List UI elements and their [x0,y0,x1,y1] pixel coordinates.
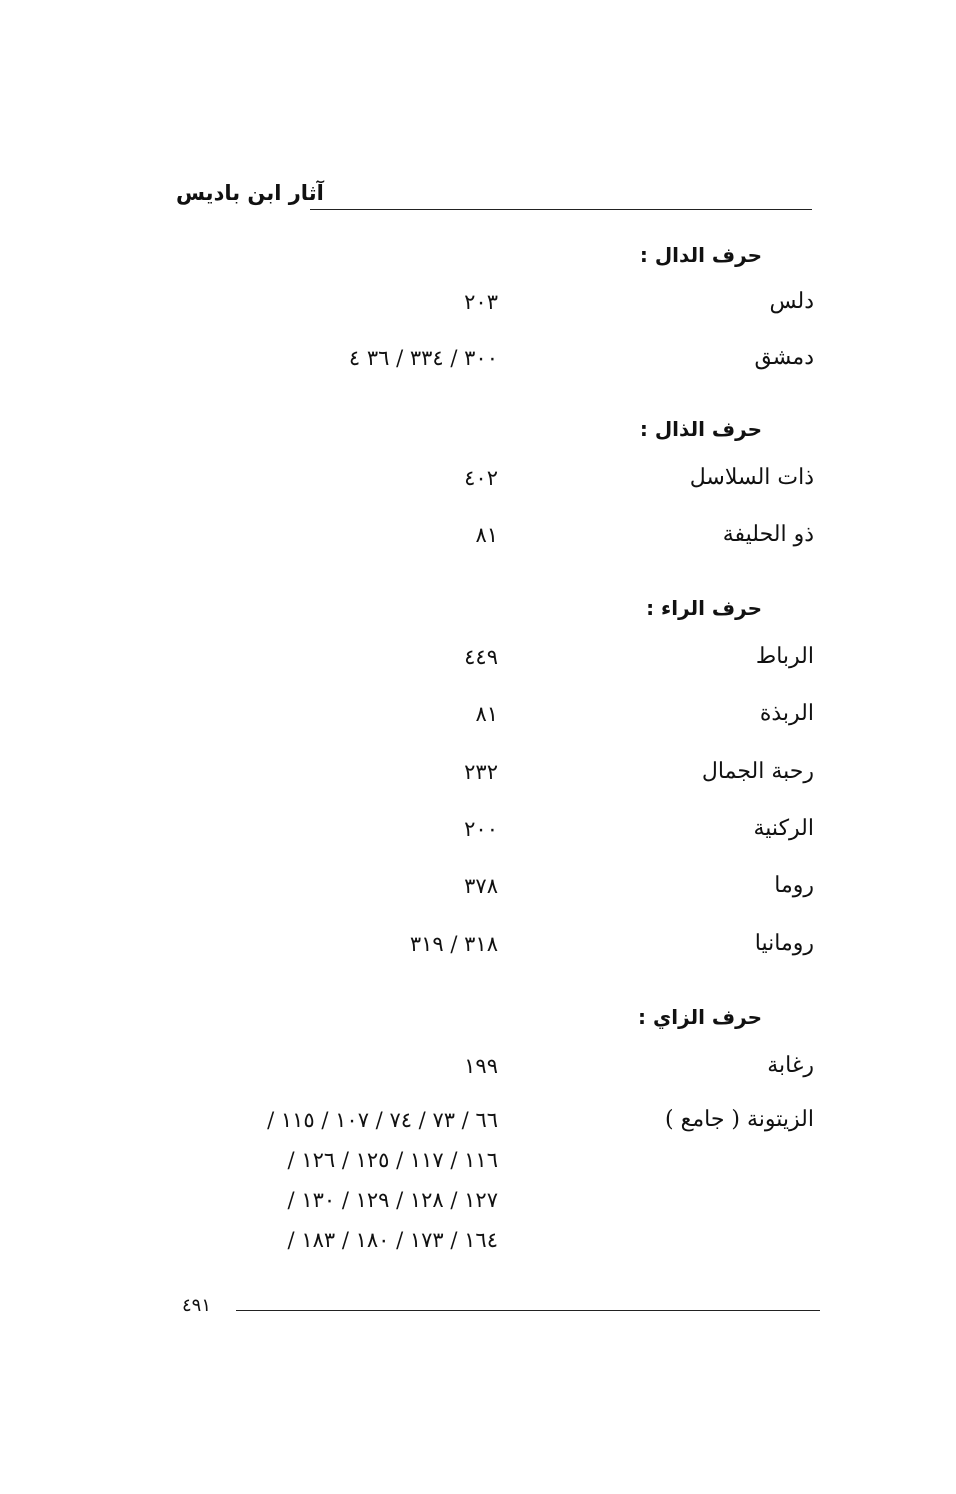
book-title: آثار ابن باديس [176,181,324,205]
section-heading-zay: حرف الزاي : [637,1005,762,1029]
place-name: الركنية [753,816,814,841]
page-references-line: ١١٦ / ١١٧ / ١٢٥ / ١٢٦ / [287,1148,498,1172]
page-references: ٤٠٢ [464,466,498,490]
index-entry [0,282,956,322]
header-rule [310,209,812,210]
place-name: رغابة [767,1053,814,1078]
place-name: رحبة الجمال [701,759,814,784]
page-references: ٨١ [475,523,498,547]
place-name: دمشق [754,345,814,370]
place-name: روما [774,873,814,898]
page-references-multiline [267,1100,498,1260]
index-entry [0,1046,956,1086]
section-heading-ra: حرف الراء : [646,596,762,620]
index-entry [0,924,956,964]
place-name: الربذة [759,701,814,726]
place-name: ذو الحليفة [722,522,814,547]
page-references-line: ١٢٧ / ١٢٨ / ١٢٩ / ١٣٠ / [287,1188,498,1212]
index-entry [0,637,956,677]
page-references-line: ٦٦ / ٧٣ / ٧٤ / ١٠٧ / ١١٥ / [267,1108,498,1132]
place-name: الزيتونة ( جامع ) [665,1107,814,1132]
footer-rule [236,1310,820,1311]
place-name: دلس [769,289,814,314]
section-heading-dal: حرف الدال : [639,243,762,267]
section-heading-dhal: حرف الذال : [639,417,762,441]
index-entry [0,694,956,734]
page-number: ٤٩١ [182,1295,212,1316]
page-references: ٣٧٨ [464,874,498,898]
page-references: ٤٤٩ [464,645,498,669]
page-references: ١٩٩ [464,1054,498,1078]
page-references: ٢٣٢ [464,760,498,784]
index-entry [0,515,956,555]
page-references: ٢٠٣ [464,290,498,314]
page-references-line: ١٦٤ / ١٧٣ / ١٨٠ / ١٨٣ / [287,1228,498,1252]
place-name: ذات السلاسل [689,465,814,490]
place-name: رومانيا [754,931,814,956]
index-entry [0,338,956,378]
page-references: ٣٠٠ / ٣٣٤ / ٣٦ ٤ [348,346,498,370]
running-header [176,178,812,214]
page-references: ٨١ [475,702,498,726]
page-references: ٢٠٠ [464,817,498,841]
index-entry [0,809,956,849]
index-entry [0,458,956,498]
index-entry [0,752,956,792]
place-name: الرباط [755,644,814,669]
page-footer [176,1292,820,1322]
index-entry [0,866,956,906]
page-references: ٣١٨ / ٣١٩ [409,932,498,956]
